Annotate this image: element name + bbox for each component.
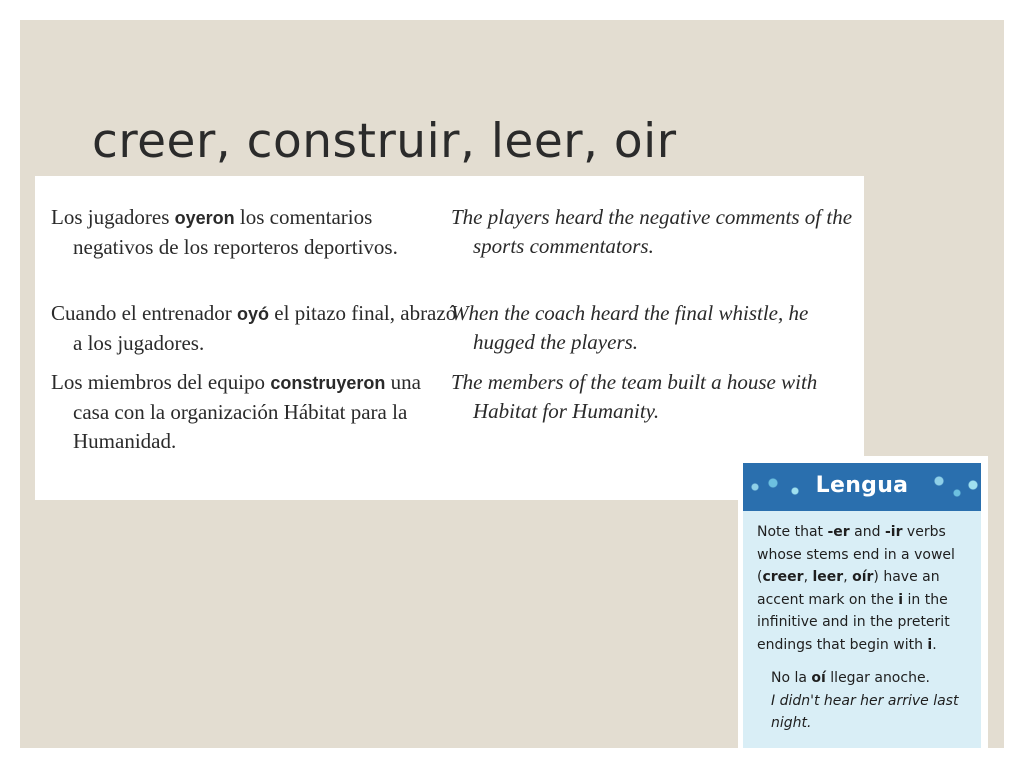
note-bold: -ir xyxy=(884,524,903,540)
highlighted-verb: oyó xyxy=(237,304,270,324)
note-text: and xyxy=(849,524,885,540)
note-bold: creer xyxy=(762,569,804,585)
examples-table xyxy=(35,176,864,500)
note-bold: leer xyxy=(812,569,844,585)
note-bold: i xyxy=(898,591,904,608)
spanish-text: Los jugadores xyxy=(51,205,175,229)
example-text: llegar anoche. xyxy=(825,670,931,686)
lengua-body xyxy=(743,511,981,748)
example-english: When the coach heard the final whistle, he hugged the players. xyxy=(451,301,809,354)
lengua-note-box xyxy=(738,456,988,748)
spanish-text: los comentarios negativos de los reporteros deportivos. xyxy=(73,205,398,259)
note-bold: -er xyxy=(827,524,850,540)
example-spanish xyxy=(51,299,457,358)
lengua-example xyxy=(771,667,977,735)
note-text: , xyxy=(843,569,853,585)
note-bold: i xyxy=(927,636,933,653)
spanish-text: una casa con la organización Hábitat para la Humanidad. xyxy=(73,370,421,453)
note-bold: oír xyxy=(852,569,874,585)
highlighted-verb: construyeron xyxy=(270,373,386,393)
example-english: The members of the team built a house with Habitat for Humanity. xyxy=(451,370,818,423)
note-text: , xyxy=(803,569,813,585)
slide-title: creer, construir, leer, oir xyxy=(92,114,677,169)
example-text: No la xyxy=(771,670,812,686)
note-text: ) have an accent mark on the xyxy=(757,569,940,608)
example-english: The players heard the negative comments of the sports commentators. xyxy=(451,205,853,258)
example-spanish xyxy=(51,203,457,262)
highlighted-verb: oyeron xyxy=(174,208,235,228)
note-text: verbs whose stems end in a vowel ( xyxy=(757,524,955,585)
note-text: . xyxy=(932,636,937,653)
spanish-text: el pitazo final, abrazó a los jugadores. xyxy=(73,301,457,355)
example-spanish xyxy=(51,368,457,456)
example-translation: I didn't hear her arrive last night. xyxy=(771,692,959,731)
lengua-header xyxy=(743,463,981,511)
note-text: in the infinitive and in the preterit endings that begin with xyxy=(757,591,950,653)
lengua-note-text xyxy=(757,521,975,656)
note-text: Note that xyxy=(757,524,828,540)
lengua-heading: Lengua xyxy=(815,473,909,498)
example-verb: oí xyxy=(811,670,826,686)
spanish-text: Cuando el entrenador xyxy=(51,301,238,325)
spanish-text: Los miembros del equipo xyxy=(51,370,271,394)
